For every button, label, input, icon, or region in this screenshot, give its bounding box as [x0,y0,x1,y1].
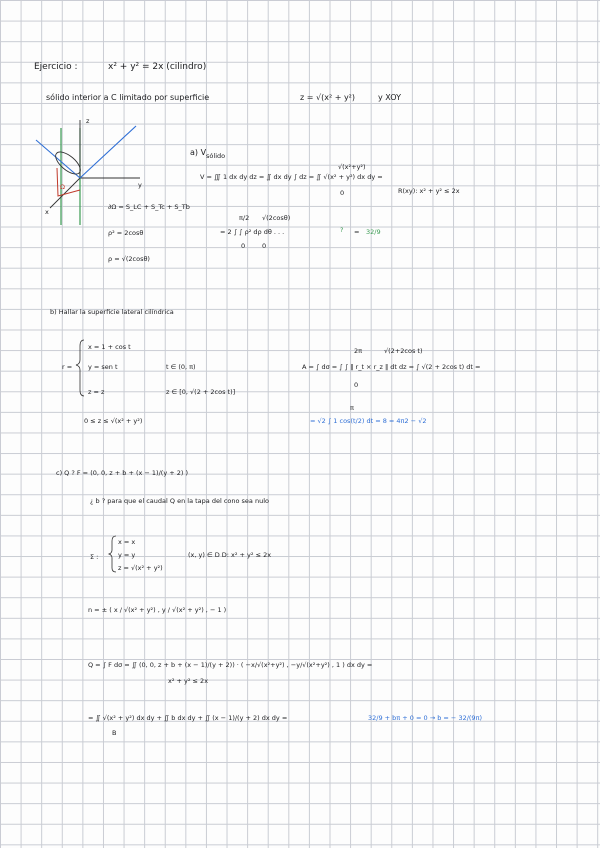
z-axis-label: z [86,117,90,125]
statement-plane: y XOY [378,93,401,102]
sigma-domain: (x, y) ∈ D D: x² + y² ≤ 2x [188,551,272,559]
sigma-x: x = x [118,538,136,546]
polar-curve-squared: ρ² = 2cosθ [108,229,144,237]
flux-domain: x² + y² ≤ 2x [168,677,209,685]
integral-upper-limit: √(x²+y²) [338,163,366,171]
cylinder-equation: x² + y² = 2x (cilindro) [108,62,207,72]
flux-split: = ∬ √(x² + y²) dx dy + ∬ b dx dy + ∬ (x − 1)/(y + 2) dx dy = [88,714,288,722]
area-lower-1: 0 [354,381,359,389]
area-integral: A = ∫ dσ = ∫ ∫ ‖ r_t × r_z ‖ dt dz = ∫ √(2 + 2cos t) dt = [302,363,481,371]
range-t: t ∈ (0, π) [166,363,196,371]
theta-lower: 0 [241,242,246,250]
param-vector-label: r = [62,363,73,371]
sigma-z: z = √(x² + y²) [118,564,163,572]
integral-lower-limit: 0 [340,189,345,197]
sigma-label: Σ : [90,553,99,561]
range-z: z ∈ [0, √(2 + 2cos t)] [166,388,236,396]
y-axis-label: y [138,181,142,189]
integration-domain: R(xy): x² + y² ≤ 2x [398,187,460,195]
area-result: = √2 ∫ 1 cos(t/2) dt = 8 = 4π2 − √2 [310,417,427,425]
flux-result: 32/9 + bπ + 0 = 0 → b = − 32/(9π) [368,714,483,722]
part-c-question: ¿ b ? para que el caudal Q en la tapa del cono sea nulo [90,497,269,505]
rho-lower: 0 [262,242,267,250]
part-a-label: a) $V_{sólido}$ [190,148,226,160]
flux-domain-b: B [112,729,117,737]
area-inner-upper: √(2+2cos t) [384,347,423,355]
param-x: x = 1 + cos t [88,343,131,351]
volume-equals: = [354,228,360,236]
exercise-title: Ejercicio : [34,62,78,72]
rho-upper: √(2cosθ) [262,214,291,222]
part-c-label: c) Q ? F = (0, 0, z + b + (x − 1)/(y + 2) ) [56,469,189,477]
x-axis-label: x [45,208,49,216]
normal-vector: n = ± ( x / √(x² + y²) , y / √(x² + y²) , − 1 ) [88,606,227,614]
param-z: z = z [88,388,105,396]
part-b-label: b) Hallar la superficie lateral cilíndrica [50,308,174,316]
theta-upper: π/2 [239,214,250,222]
surface-equation: z = √(x² + y²) [300,93,355,102]
area-outer-upper: 2π [354,347,363,355]
boundary-decomposition: ∂Ω = S_LC + S_Tc + S_Tb [108,203,190,211]
area2-upper: π [350,404,354,412]
volume-result: 32/9 [366,228,381,236]
flux-integral: Q = ∫ F dσ = ∬ (0, 0, z + b + (x − 1)/(y + 2)) · ( −x/√(x²+y²) , −y/√(x²+y²) , 1 ) dx dy = [88,661,373,669]
region-label: Ω [60,183,65,191]
polar-curve: ρ = √(2cosθ) [108,255,150,263]
volume-integral-line: V = ∭ 1 dx dy dz = ∬ dx dy ∫ dz = ∬ √(x² + y²) dx dy = [200,173,383,181]
statement-text: sólido interior a C limitado por superficie [46,93,210,102]
polar-integral: = 2 ∫ ∫ ρ² dρ dθ . . . [220,228,285,236]
param-y: y = sen t [88,363,118,371]
z-bound: 0 ≤ z ≤ √(x² + y²) [84,417,143,425]
unknown-mark: ? [340,226,344,234]
sigma-y: y = y [118,551,136,559]
